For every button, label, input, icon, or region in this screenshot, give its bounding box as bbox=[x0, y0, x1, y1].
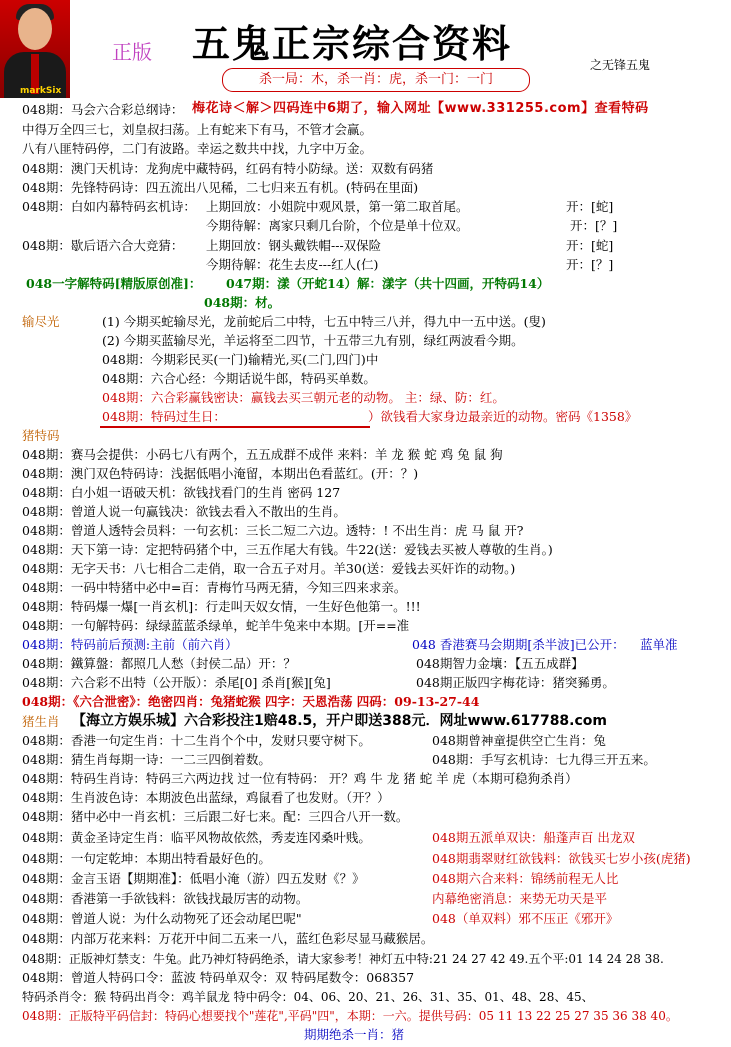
line-20: 048期：澳门双色特码诗：浅据低唱小淹留，本期出色看蓝红。(开：？) bbox=[22, 466, 419, 481]
line-41-left: 048期：一句定乾坤：本期出特看最好色的。 bbox=[22, 851, 271, 866]
author-photo bbox=[0, 0, 70, 98]
line-6-text: 上期回放：小姐院中观风景，第一第二取首尾。 bbox=[206, 199, 469, 214]
line-21: 048期：白小姐一语破天机：欲钱找看门的生肖 密码 127 bbox=[22, 485, 341, 500]
line-12: (1) 今期买蛇输尽光，龙前蛇后二中特，七五中特三八并，得九中一五中送。(叟) bbox=[102, 314, 546, 329]
line-17-label: 048期：特码过生日： bbox=[102, 409, 226, 424]
line-19: 048期：赛马会提供：小码七八有两个，五五成群不成伴 来料：羊 龙 猴 蛇 鸡 兔 鼠 狗 bbox=[22, 447, 503, 462]
line-22: 048期：曾道人说一句赢钱决：欲钱去看入不散出的生肖。 bbox=[22, 504, 346, 519]
line-30-left: 048期：鐵算盤：都照几人愁（封侯二品）开：？ bbox=[22, 656, 296, 671]
line-40-left: 048期：黄金圣诗定生肖：临平风物故依然，秀麦连冈桑叶贱。 bbox=[22, 830, 371, 845]
line-36: 048期：手写玄机诗：七九得三开五来。 bbox=[432, 752, 656, 767]
line-42-left: 048期：金言玉语【期期准】：低唱小淹（游）四五发财《？》 bbox=[22, 871, 365, 886]
line-31-right: 048期正版四字梅花诗：猪突豨勇。 bbox=[416, 675, 615, 690]
line-40-right: 048期五派单双诀：船蓬声百 出龙双 bbox=[432, 830, 635, 845]
photo-face bbox=[18, 8, 52, 50]
line-4: 048期：澳门天机诗：龙狗虎中藏特码，红码有特小防绿。送：双数有码猪 bbox=[22, 161, 434, 176]
edition-label: 正版 bbox=[112, 40, 152, 64]
line-27: 048期：特码爆一爆[一肖玄机]：行走叫天奴女情，一生好色他第一。!!! bbox=[22, 599, 421, 614]
line-50: 期期绝杀一肖：猪 bbox=[304, 1027, 405, 1042]
line-49: 048期：正版特平码信封：特码心想要找个"莲花",平码"四"，本期：一六。提供号码：05 11 13 22 25 27 35 36 38 40。 bbox=[22, 1009, 678, 1023]
line-9-result: 开：[？] bbox=[566, 257, 614, 272]
line-13: (2) 今期买蓝输尽光，羊运将至二四节，十五带三九有别，绿红两波看今期。 bbox=[102, 333, 524, 348]
line-35: 048期：猜生肖每期一诗：一二三四倒着数。 bbox=[22, 752, 271, 767]
line-39: 048期：猪中必中一肖玄机：三后跟二好七来。配：三四合八开一数。 bbox=[22, 809, 409, 824]
line-29-result: 蓝单准 bbox=[640, 637, 678, 652]
line-48: 特码杀肖令：猴 特码出肖令：鸡羊鼠龙 特中码令：04、06、20、21、26、31、35、01、48、28、45、 bbox=[22, 990, 594, 1004]
line-41-right: 048期翡翠财红欲钱料：欲钱买七岁小孩(虎猪) bbox=[432, 851, 691, 866]
line-16: 048期：六合彩赢钱密诀：赢钱去买三朝元老的动物。 主：绿、防：红。 bbox=[102, 390, 505, 405]
line-7-result: 开：[？] bbox=[570, 218, 618, 233]
line-8-result: 开：[蛇] bbox=[566, 238, 614, 253]
line-47: 048期：曾道人特码口令：蓝波 特码单双令：双 特码尾数令：068357 bbox=[22, 970, 415, 985]
page-title: 五鬼正宗综合资料 bbox=[192, 21, 513, 66]
line-45: 048期：内部万花来料：万花开中间二五来一八，蓝红色彩尽显马藏猴居。 bbox=[22, 931, 434, 946]
line-34-right: 048期曾神童提供空亡生肖：兔 bbox=[432, 733, 606, 748]
line-43-left: 048期：香港第一手欲钱料：欲钱找最厉害的动物。 bbox=[22, 891, 309, 906]
line-1-label: 048期：马会六合彩总纲诗： bbox=[22, 102, 184, 117]
divider-red bbox=[100, 426, 370, 428]
line-29-right: 048 香港赛马会期期[杀半波]已公开： bbox=[412, 637, 625, 652]
line-11: 048期：材。 bbox=[204, 295, 281, 310]
author-name: 之无锋五鬼 bbox=[590, 58, 651, 72]
line-6-result: 开：[蛇] bbox=[566, 199, 614, 214]
line-5: 048期：先锋特码诗：四五流出八见稀，二七归来五有机。(特码在里面) bbox=[22, 180, 419, 195]
line-29-left: 048期：特码前后预测:主前（前六肖） bbox=[22, 637, 238, 652]
line-42-right: 048期六合来料：锦绣前程无人比 bbox=[432, 871, 619, 886]
line-17-text: ）欲钱看大家身边最亲近的动物。密码《1358》 bbox=[368, 409, 638, 424]
line-10-text: 047期：漾（开蛇14）解：漾字（共十四画，开特码14） bbox=[226, 276, 550, 291]
line-28: 048期：一句解特码：绿绿蓝蓝杀绿单，蛇羊牛兔来中本期。[开==准 bbox=[22, 618, 410, 633]
line-31-left: 048期：六合彩不出特（公开版）：杀尾[0] 杀肖[猴][兔] bbox=[22, 675, 331, 690]
line-23: 048期：曾道人透特会员料：一句玄机：三长二短二六边。透特：! 不出生肖：虎 马 鼠 开? bbox=[22, 523, 524, 538]
line-3: 八有八匪特码停，二门有波路。幸运之数共中找，九字中万金。 bbox=[22, 141, 373, 156]
line-30-right: 048期智力金壤：【五五成群】 bbox=[416, 656, 584, 671]
line-32: 048期：《六合泄密》：绝密四肖：兔猪蛇猴 四字：天恩浩荡 四码：09-13-27-44 bbox=[22, 694, 480, 709]
line-8-label: 048期：歇后语六合大竞猜： bbox=[22, 238, 184, 253]
line-44-left: 048期：曾道人说：为什么动物死了还会动尾巴呢" bbox=[22, 911, 302, 926]
tag-pig-zodiac: 猪生肖 bbox=[22, 714, 60, 729]
line-38: 048期：生肖波色诗：本期波色出蓝绿，鸡鼠看了也发财。（开？） bbox=[22, 790, 390, 805]
tag-pig: 猪特码 bbox=[22, 428, 60, 443]
tag-lose-all: 输尽光 bbox=[22, 314, 60, 329]
kill-banner: 杀一局：木，杀一肖：虎，杀一门：一门 bbox=[222, 68, 530, 92]
line-34-left: 048期：香港一句定生肖：十二生肖个个中，发财只要守树下。 bbox=[22, 733, 371, 748]
line-43-right: 内幕绝密消息：来势无功天是平 bbox=[432, 891, 608, 906]
line-24: 048期：天下第一诗：定把特码猪个中，三五作尾大有钱。牛22(送：爱钱去买被人尊敬的生肖。) bbox=[22, 542, 553, 557]
line-25: 048期：无字天书：八七相合二走俏，取一合五子对月。羊30(送：爱钱去买奸诈的动物。) bbox=[22, 561, 516, 576]
marksix-logo: markSix bbox=[20, 86, 62, 96]
line-8-text: 上期回放：钢头戴铁帽---双保险 bbox=[206, 238, 382, 253]
line-15: 048期：六合心经：今期话说牛郎，特码买单数。 bbox=[102, 371, 376, 386]
casino-ad-link[interactable]: 【海立方娱乐城】六合彩投注1赔48.5，开户即送388元．网址www.617788.com bbox=[72, 713, 607, 729]
line-10-label: 048一字解特码[精版原创准]： bbox=[26, 276, 202, 291]
line-9-text: 今期待解：花生去皮---红人(仁) bbox=[206, 257, 379, 272]
promo-link-331255[interactable]: 梅花诗＜解＞四码连中6期了，输入网址【www.331255.com】查看特码 bbox=[192, 101, 649, 116]
line-7-text: 今期待解：离家只剩几台阶，个位是单十位双。 bbox=[206, 218, 469, 233]
line-14: 048期：今期彩民买(一门)输精光,买(二门,四门)中 bbox=[102, 352, 379, 367]
line-46: 048期：正版神灯禁支：牛兔。此乃神灯特码绝杀，请大家参考！神灯五中特:21 24 27 42 49.五个平:01 14 24 28 38. bbox=[22, 952, 664, 966]
line-37: 048期：特码生肖诗：特码三六两边找 过一位有特码： 开？鸡 牛 龙 猪 蛇 羊 虎（本期可稳狗杀肖） bbox=[22, 771, 578, 786]
line-6-label: 048期：白如内幕特码玄机诗： bbox=[22, 199, 196, 214]
line-26: 048期：一码中特猪中必中=百：青梅竹马两无猜，今知三四来求亲。 bbox=[22, 580, 407, 595]
line-2: 中得万全四三七，刘皇叔扫荡。上有蛇来下有马，不管才会赢。 bbox=[22, 122, 373, 137]
line-44-right: 048（单双料）邪不压正《邪开》 bbox=[432, 911, 619, 926]
